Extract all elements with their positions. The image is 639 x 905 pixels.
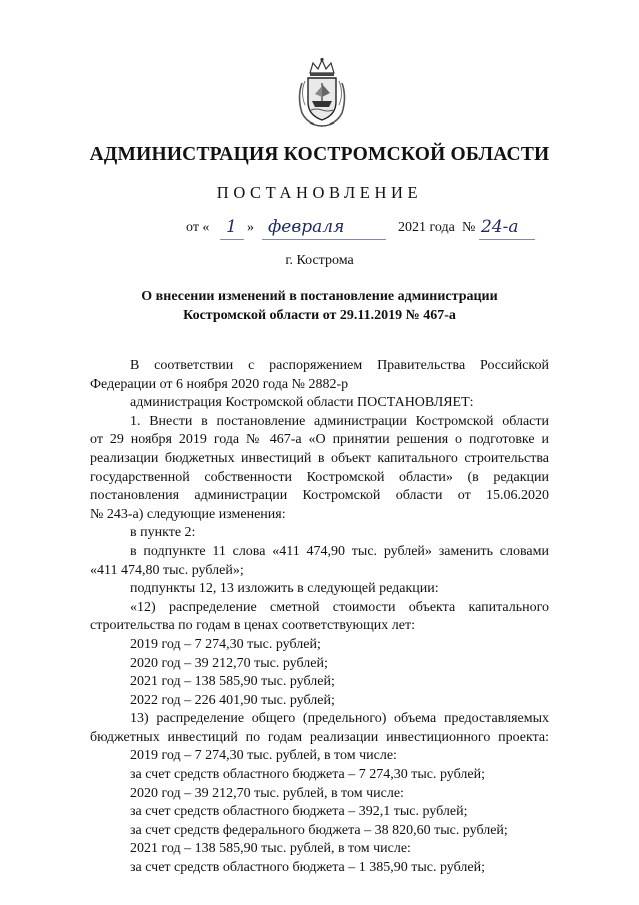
paragraph-line: в пункте 2: bbox=[130, 525, 196, 541]
paragraph-line: Федерации от 6 ноября 2020 года № 2882-р bbox=[90, 376, 349, 392]
paragraph-line: 2020 год – 39 212,70 тыс. рублей; bbox=[130, 655, 328, 671]
paragraph-line: 2020 год – 39 212,70 тыс. рублей, в том числе: bbox=[130, 785, 404, 801]
paragraph-line: за счет средств областного бюджета – 392,1 тыс. рублей; bbox=[130, 804, 468, 820]
document-body bbox=[90, 357, 549, 878]
paragraph-line: «12) распределение сметной стоимости объекта капитального bbox=[130, 599, 549, 615]
paragraph-line: 2019 год – 7 274,30 тыс. рублей, в том числе: bbox=[130, 748, 397, 764]
paragraph-line: государственной собственности Костромской области» (в редакции bbox=[90, 469, 549, 485]
paragraph-line: администрация Костромской области ПОСТАНОВЛЯЕТ: bbox=[130, 395, 474, 411]
document-subject bbox=[90, 287, 549, 325]
subject-line: О внесении изменений в постановление администрации bbox=[141, 289, 498, 304]
paragraph-line: постановления администрации Костромской области от 15.06.2020 bbox=[90, 488, 549, 504]
paragraph-line: 2022 год – 226 401,90 тыс. рублей; bbox=[130, 692, 335, 708]
organization-title: АДМИНИСТРАЦИЯ КОСТРОМСКОЙ ОБЛАСТИ bbox=[89, 144, 550, 165]
paragraph-line: реализации бюджетных инвестиций в объект капитального строительства bbox=[90, 450, 549, 466]
number-prefix: № bbox=[462, 220, 476, 235]
date-year: 2021 года bbox=[398, 220, 455, 235]
paragraph-line: 2021 год – 138 585,90 тыс. рублей, в том числе: bbox=[130, 841, 411, 857]
paragraph-line: В соответствии с распоряжением Правительства Российской bbox=[130, 358, 549, 373]
paragraph-line: «411 474,80 тыс. рублей»; bbox=[90, 562, 244, 578]
paragraph-line: строительства по годам в ценах соответствующих лет: bbox=[90, 618, 415, 634]
date-prefix: от « bbox=[186, 220, 210, 235]
document-type: ПОСТАНОВЛЕНИЕ bbox=[216, 183, 423, 202]
handwritten-month: февраля bbox=[268, 217, 345, 237]
handwritten-number: 24-а bbox=[481, 217, 519, 237]
paragraph-line: 2021 год – 138 585,90 тыс. рублей; bbox=[130, 674, 335, 690]
month-underline bbox=[262, 239, 386, 240]
paragraph-line: 1. Внести в постановление администрации Костромской области bbox=[130, 413, 549, 429]
day-underline bbox=[220, 239, 244, 240]
paragraph-line: в подпункте 11 слова «411 474,90 тыс. рублей» заменить словами bbox=[130, 543, 549, 559]
paragraph-line: за счет средств федерального бюджета – 38 820,60 тыс. рублей; bbox=[130, 822, 508, 838]
paragraph-line: 13) распределение общего (предельного) объема предоставляемых bbox=[130, 711, 549, 727]
paragraph-line: от 29 ноября 2019 года № 467-а «О принятии решения о подготовке и bbox=[90, 432, 549, 448]
subject-line: Костромской области от 29.11.2019 № 467-а bbox=[183, 308, 456, 323]
paragraph-line: 2019 год – 7 274,30 тыс. рублей; bbox=[130, 636, 321, 652]
handwritten-day: 1 bbox=[226, 217, 237, 237]
number-underline bbox=[479, 239, 535, 240]
paragraph-line: № 243-а) следующие изменения: bbox=[90, 506, 286, 522]
date-line bbox=[0, 218, 639, 244]
city: г. Кострома bbox=[285, 253, 354, 268]
date-mid: » bbox=[247, 220, 254, 235]
kostroma-coat-of-arms-icon bbox=[296, 57, 348, 129]
paragraph-line: за счет средств областного бюджета – 7 274,30 тыс. рублей; bbox=[130, 767, 485, 783]
paragraph-line: бюджетных инвестиций по годам реализации инвестиционного проекта: bbox=[90, 729, 549, 745]
paragraph-line: подпункты 12, 13 изложить в следующей редакции: bbox=[130, 581, 439, 597]
paragraph-line: за счет средств областного бюджета – 1 385,90 тыс. рублей; bbox=[130, 860, 485, 876]
